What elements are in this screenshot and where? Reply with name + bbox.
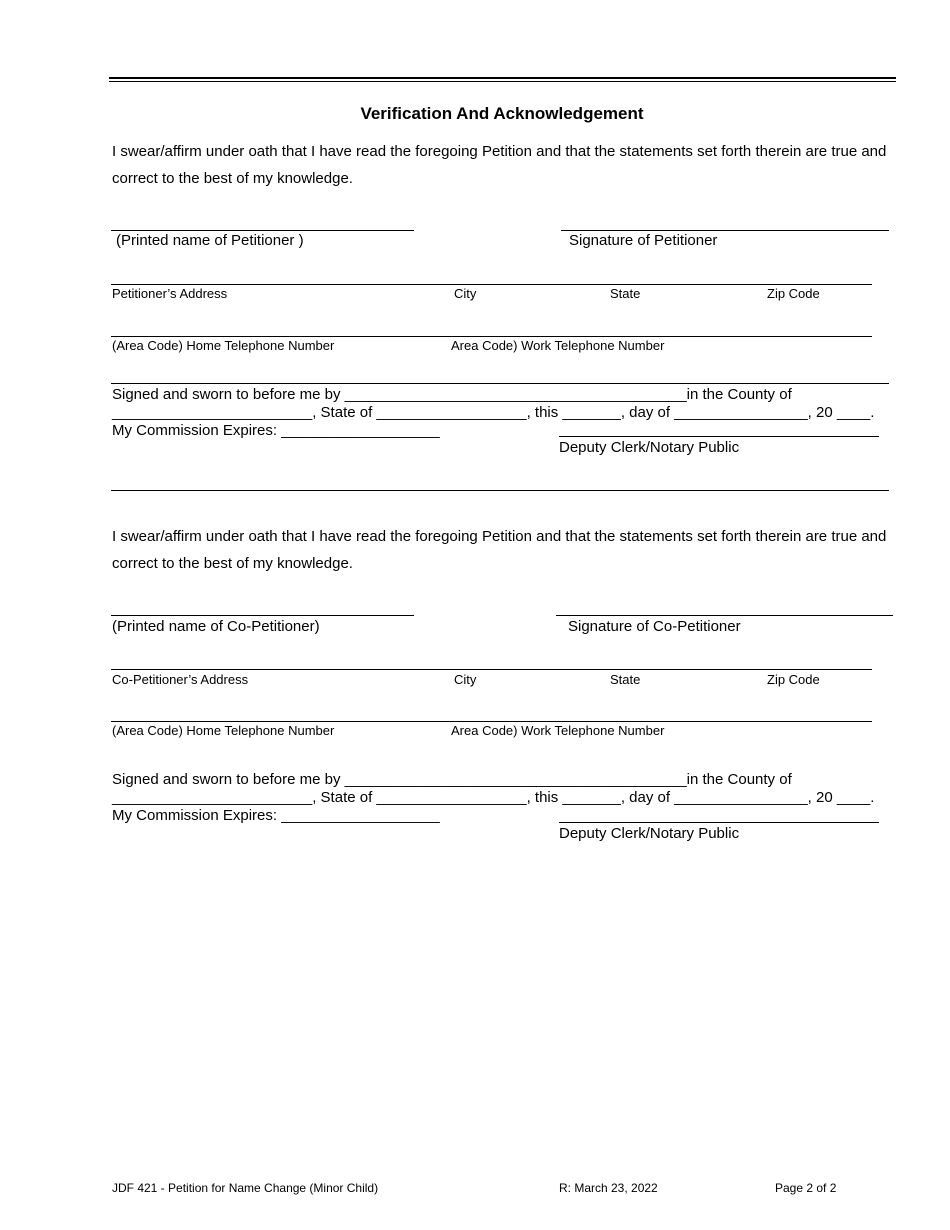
co-petitioner-zip-label: Zip Code xyxy=(767,672,820,687)
co-petitioner-notary-signature-line[interactable] xyxy=(559,822,879,823)
petitioner-sworn-line-1: Signed and sworn to before me by _________________________________________in the County of xyxy=(112,386,792,403)
petitioner-notary-signature-line[interactable] xyxy=(559,436,879,437)
petitioner-printed-name-line[interactable] xyxy=(111,230,414,231)
oath-paragraph-co-petitioner: I swear/affirm under oath that I have read the foregoing Petition and that the statements set forth therein are true and correct to the best of my knowledge. xyxy=(112,528,887,572)
co-petitioner-printed-name-label: (Printed name of Co-Petitioner) xyxy=(112,618,320,635)
petitioner-commission-expires: My Commission Expires: ___________________ xyxy=(112,422,440,439)
petitioner-city-label: City xyxy=(454,286,477,301)
co-petitioner-address-line[interactable] xyxy=(111,669,872,670)
petitioner-work-phone-label: Area Code) Work Telephone Number xyxy=(451,338,665,353)
co-petitioner-work-phone-label: Area Code) Work Telephone Number xyxy=(451,723,665,738)
co-petitioner-printed-name-line[interactable] xyxy=(111,615,414,616)
footer-revision: R: March 23, 2022 xyxy=(559,1181,658,1195)
petitioner-state-label: State xyxy=(610,286,641,301)
header-rule xyxy=(109,77,896,79)
co-petitioner-home-phone-label: (Area Code) Home Telephone Number xyxy=(112,723,335,738)
co-petitioner-signature-line[interactable] xyxy=(556,615,893,616)
petitioner-sworn-line-2: ________________________, State of __________________, this _______, day of ________________, 20 ____. xyxy=(112,404,875,421)
petitioner-notary-label: Deputy Clerk/Notary Public xyxy=(559,439,740,456)
petitioner-address-line[interactable] xyxy=(111,284,872,285)
section-divider xyxy=(111,490,889,491)
co-petitioner-commission-expires: My Commission Expires: ___________________ xyxy=(112,807,440,824)
co-petitioner-notary-label: Deputy Clerk/Notary Public xyxy=(559,825,740,842)
footer-page-number: Page 2 of 2 xyxy=(775,1181,837,1195)
petitioner-home-phone-label: (Area Code) Home Telephone Number xyxy=(112,338,335,353)
co-petitioner-phone-line[interactable] xyxy=(111,721,872,722)
petitioner-zip-label: Zip Code xyxy=(767,286,820,301)
petitioner-separator-line xyxy=(111,383,889,384)
oath-paragraph-petitioner: I swear/affirm under oath that I have read the foregoing Petition and that the statements set forth therein are true and correct to the best of my knowledge. xyxy=(112,143,887,187)
co-petitioner-sworn-line-2: ________________________, State of __________________, this _______, day of ________________, 20 ____. xyxy=(112,789,875,806)
petitioner-signature-line[interactable] xyxy=(561,230,889,231)
co-petitioner-signature-label: Signature of Co-Petitioner xyxy=(568,618,741,635)
petitioner-phone-line[interactable] xyxy=(111,336,872,337)
petitioner-address-label: Petitioner’s Address xyxy=(112,286,228,301)
footer-form-id: JDF 421 - Petition for Name Change (Minor Child) xyxy=(112,1181,379,1195)
co-petitioner-sworn-line-1: Signed and sworn to before me by _________________________________________in the County of xyxy=(112,771,792,788)
co-petitioner-address-label: Co-Petitioner’s Address xyxy=(112,672,249,687)
co-petitioner-state-label: State xyxy=(610,672,641,687)
petitioner-signature-label: Signature of Petitioner xyxy=(569,232,718,249)
co-petitioner-city-label: City xyxy=(454,672,477,687)
header-rule-thin xyxy=(109,81,896,82)
petitioner-printed-name-label: (Printed name of Petitioner ) xyxy=(116,232,304,249)
page-title: Verification And Acknowledgement xyxy=(360,104,644,123)
